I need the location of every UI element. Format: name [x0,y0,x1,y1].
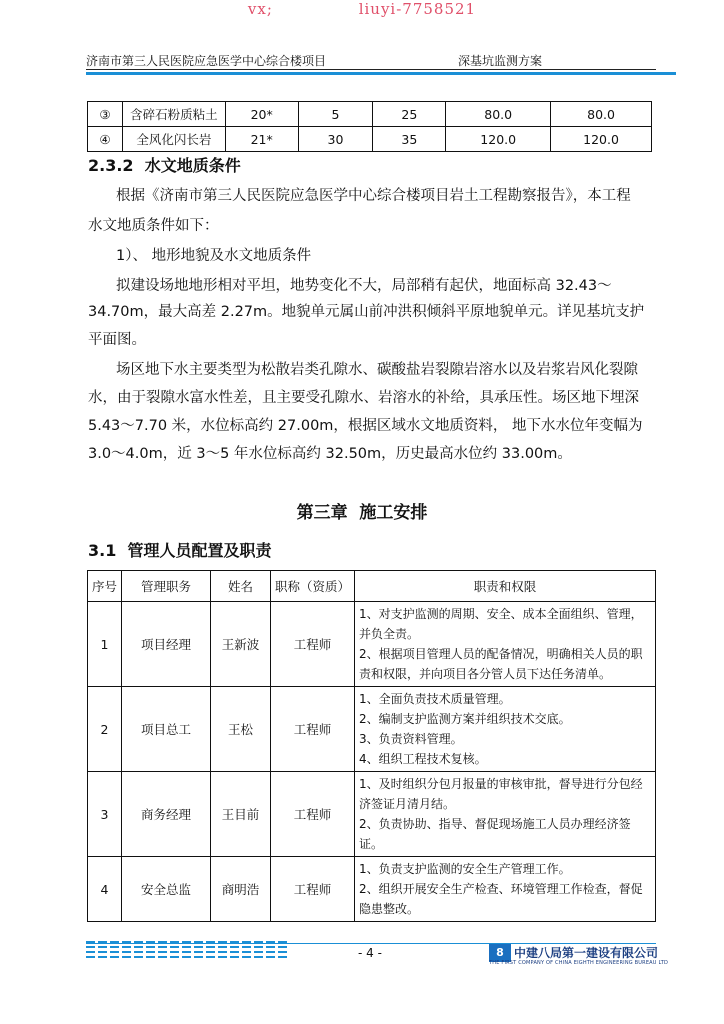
chapter-title: 施工安排 [359,503,428,523]
row-number: 3 [88,772,122,857]
paragraph-line: 拟建设场地地形相对平坦，地势变化不大，局部稍有起伏，地面标高 32.43～ [116,278,612,294]
company-name-en: THE FIRST COMPANY OF CHINA EIGHTH ENGINEERING BUREAU LTD [489,960,669,966]
table-cell: 35 [373,127,446,152]
row-number: 1 [88,602,122,687]
table-row [88,602,656,687]
section-number: 2.3.2 [88,156,134,175]
position: 安全总监 [122,857,211,922]
table-header-cell: 职责和权限 [355,571,656,602]
table-row [88,687,656,772]
table-cell: ④ [88,127,123,152]
professional-title: 工程师 [271,602,355,687]
duties-cell [355,772,656,857]
table-header-cell: 序号 [88,571,122,602]
duty-line: 4、组织工程技术复核。 [359,752,487,766]
professional-title: 工程师 [271,687,355,772]
staff-responsibility-table [87,570,656,922]
row-number: 4 [88,857,122,922]
company-logo-icon: 8 [489,944,511,962]
duty-line: 1、及时组织分包月报量的审核审批，督导进行分包经 [359,777,643,791]
paragraph-line: 平面图。 [88,332,146,348]
table-row [88,772,656,857]
table-cell: 25 [373,102,446,127]
section-title: 管理人员配置及职责 [127,541,272,560]
paragraph-line: 5.43～7.70 米，水位标高约 27.00m，根据区域水文地质资料， 地下水水位年变幅为 [88,418,643,434]
professional-title: 工程师 [271,857,355,922]
table-cell: 80.0 [551,102,652,127]
header-doc-title: 深基坑监测方案 [458,54,543,68]
table-cell: 120.0 [551,127,652,152]
watermark [0,0,724,18]
chapter-number: 第三章 [296,503,348,523]
table-row [88,102,652,127]
table-cell: 21* [225,127,298,152]
section-heading-3-1 [88,538,272,561]
soil-parameter-table [87,101,652,152]
table-header-cell: 职称（资质） [271,571,355,602]
paragraph-line: 3.0～4.0m，近 3～5 年水位标高约 32.50m，历史最高水位约 33.00m。 [88,446,572,462]
position: 商务经理 [122,772,211,857]
chapter-heading [0,498,724,523]
paragraph-line: 水，由于裂隙水富水性差，且主要受孔隙水、岩溶水的补给，具承压性。场区地下埋深 [88,390,639,406]
duty-line: 1、对支护监测的周期、安全、成本全面组织、管理， [359,607,643,621]
person-name: 王目前 [211,772,271,857]
duties-cell [355,602,656,687]
duty-line: 责和权限，并向项目各分管人员下达任务清单。 [359,667,612,681]
header-divider [86,69,656,70]
position: 项目总工 [122,687,211,772]
table-cell: 20* [225,102,298,127]
section-heading-2-3-2 [88,153,241,176]
table-row [88,857,656,922]
paragraph-line: 34.70m，最大高差 2.27m。地貌单元属山前冲洪积倾斜平原地貌单元。详见基坑支护 [88,304,645,320]
header-accent-bar [86,72,676,75]
table-cell: ③ [88,102,123,127]
paragraph-line: 水文地质条件如下： [88,218,219,234]
page-number: - 4 - [358,946,382,960]
table-cell: 30 [298,127,373,152]
duties-cell [355,857,656,922]
table-cell: 含碎石粉质粘土 [122,102,225,127]
professional-title: 工程师 [271,772,355,857]
duty-line: 2、编制支护监测方案并组织技术交底。 [359,712,571,726]
paragraph-line: 根据《济南市第三人民医院应急医学中心综合楼项目岩土工程勘察报告》，本工程 [116,188,631,204]
table-row [88,127,652,152]
table-cell: 全风化闪长岩 [122,127,225,152]
paragraph-line: 场区地下水主要类型为松散岩类孔隙水、碳酸盐岩裂隙岩溶水以及岩浆岩风化裂隙 [116,362,638,378]
duty-line: 3、负责资料管理。 [359,732,463,746]
duty-line: 2、组织开展安全生产检查、环境管理工作检查，督促 [359,882,643,896]
table-cell: 80.0 [446,102,551,127]
position: 项目经理 [122,602,211,687]
duties-cell [355,687,656,772]
table-header-row [88,571,656,602]
row-number: 2 [88,687,122,772]
person-name: 王松 [211,687,271,772]
duty-line: 1、负责支护监测的安全生产管理工作。 [359,862,571,876]
person-name: 商明浩 [211,857,271,922]
duty-line: 2、根据项目管理人员的配备情况，明确相关人员的职 [359,647,643,661]
person-name: 王新波 [211,602,271,687]
duty-line: 济签证月清月结。 [359,797,456,811]
table-cell: 120.0 [446,127,551,152]
paragraph-line: 1）、 地形地貌及水文地质条件 [116,248,312,264]
section-title: 水文地质条件 [144,156,241,175]
table-header-cell: 姓名 [211,571,271,602]
duty-line: 1、全面负责技术质量管理。 [359,692,511,706]
company-name: 中建八局第一建设有限公司 [514,946,659,960]
duty-line: 隐患整改。 [359,902,420,916]
header-project-name: 济南市第三人民医院应急医学中心综合楼项目 [86,54,327,68]
section-number: 3.1 [88,541,117,560]
duty-line: 并负全责。 [359,627,420,641]
table-cell: 5 [298,102,373,127]
footer-decoration [86,941,290,961]
table-header-cell: 管理职务 [122,571,211,602]
watermark-right: liuyi-7758521 [358,0,477,18]
duty-line: 证。 [359,837,384,851]
watermark-left: vx; [247,0,273,18]
duty-line: 2、负责协助、指导、督促现场施工人员办理经济签 [359,817,631,831]
